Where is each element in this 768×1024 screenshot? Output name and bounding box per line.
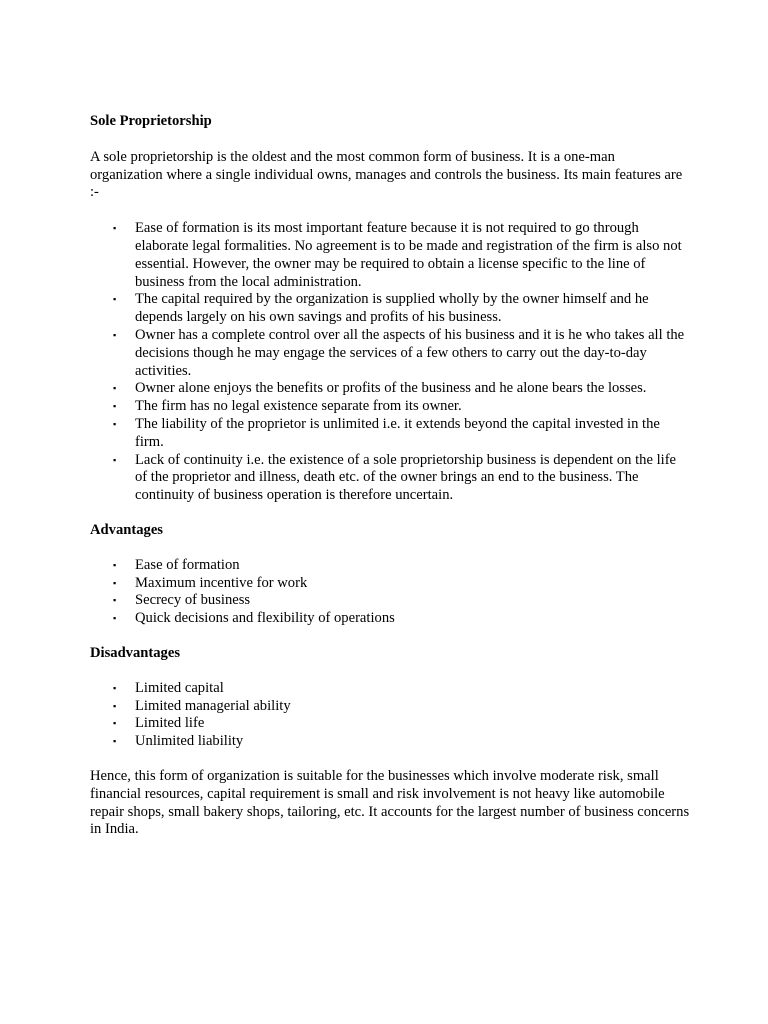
list-item (90, 452, 690, 505)
advantages-list (90, 557, 690, 628)
bullet-icon: ▪ (113, 577, 117, 588)
advantage-text: Quick decisions and flexibility of operations (135, 610, 395, 627)
disadvantages-heading: Disadvantages (90, 644, 181, 661)
advantage-text: Maximum incentive for work (135, 574, 308, 591)
bullet-icon: ▪ (113, 736, 117, 747)
advantages-heading: Advantages (90, 521, 163, 538)
bullet-icon: ▪ (113, 700, 117, 711)
bullet-icon: ▪ (113, 595, 117, 606)
list-item (90, 557, 690, 575)
list-item (90, 715, 690, 733)
bullet-icon: ▪ (113, 418, 117, 429)
features-list (90, 220, 690, 505)
bullet-icon: ▪ (113, 401, 117, 412)
advantage-text: Ease of formation (135, 556, 240, 573)
feature-text: The liability of the proprietor is unlimited i.e. it extends beyond the capital invested in the firm. (135, 415, 660, 450)
feature-text: Owner alone enjoys the benefits or profits of the business and he alone bears the losses. (135, 380, 647, 397)
disadvantage-text: Limited capital (135, 679, 224, 696)
disadvantages-list (90, 680, 690, 751)
advantage-text: Secrecy of business (135, 592, 251, 609)
bullet-icon: ▪ (113, 454, 117, 465)
conclusion-paragraph: Hence, this form of organization is suitable for the businesses which involve moderate risk, small financial resources, capital requirement is small and risk involvement is not heavy like automobile repair shops, small bakery shops, tailoring, etc. It accounts for the largest number of business concerns in India. (90, 767, 690, 838)
bullet-icon: ▪ (113, 329, 117, 340)
list-item (90, 698, 690, 716)
bullet-icon: ▪ (113, 383, 117, 394)
disadvantage-text: Limited life (135, 715, 205, 732)
document-page (90, 113, 690, 839)
feature-text: Ease of formation is its most important feature because it is not required to go through elaborate legal formalities. No agreement is to be made and registration of the firm is also not essential. However, the owner may be required to obtain a license specific to the line of business from the local administration. (135, 220, 682, 290)
intro-paragraph: A sole proprietorship is the oldest and the most common form of business. It is a one-man organization where a single individual owns, manages and controls the business. Its main features are :- (90, 148, 683, 201)
bullet-icon: ▪ (113, 613, 117, 624)
bullet-icon: ▪ (113, 559, 117, 570)
bullet-icon: ▪ (113, 294, 117, 305)
disadvantage-text: Limited managerial ability (135, 697, 291, 714)
list-item (90, 680, 690, 698)
list-item (90, 327, 690, 380)
bullet-icon: ▪ (113, 718, 117, 729)
list-item (90, 291, 690, 327)
document-title: Sole Proprietorship (90, 113, 212, 129)
list-item (90, 592, 690, 610)
list-item (90, 575, 690, 593)
bullet-icon: ▪ (113, 682, 117, 693)
feature-text: Owner has a complete control over all the aspects of his business and it is he who takes all the decisions though he may engage the services of a few others to carry out the day-to-day activities. (135, 326, 685, 379)
disadvantage-text: Unlimited liability (135, 733, 244, 750)
list-item (90, 220, 690, 291)
list-item (90, 398, 690, 416)
feature-text: The firm has no legal existence separate from its owner. (135, 398, 462, 415)
list-item (90, 380, 690, 398)
feature-text: Lack of continuity i.e. the existence of a sole proprietorship business is dependent on the life of the proprietor and illness, death etc. of the owner brings an end to the business. The continuity of business operation is therefore uncertain. (135, 451, 677, 504)
list-item (90, 733, 690, 751)
list-item (90, 416, 690, 452)
feature-text: The capital required by the organization is supplied wholly by the owner himself and he depends largely on his own savings and profits of his business. (135, 291, 649, 326)
bullet-icon: ▪ (113, 223, 117, 234)
list-item (90, 610, 690, 628)
